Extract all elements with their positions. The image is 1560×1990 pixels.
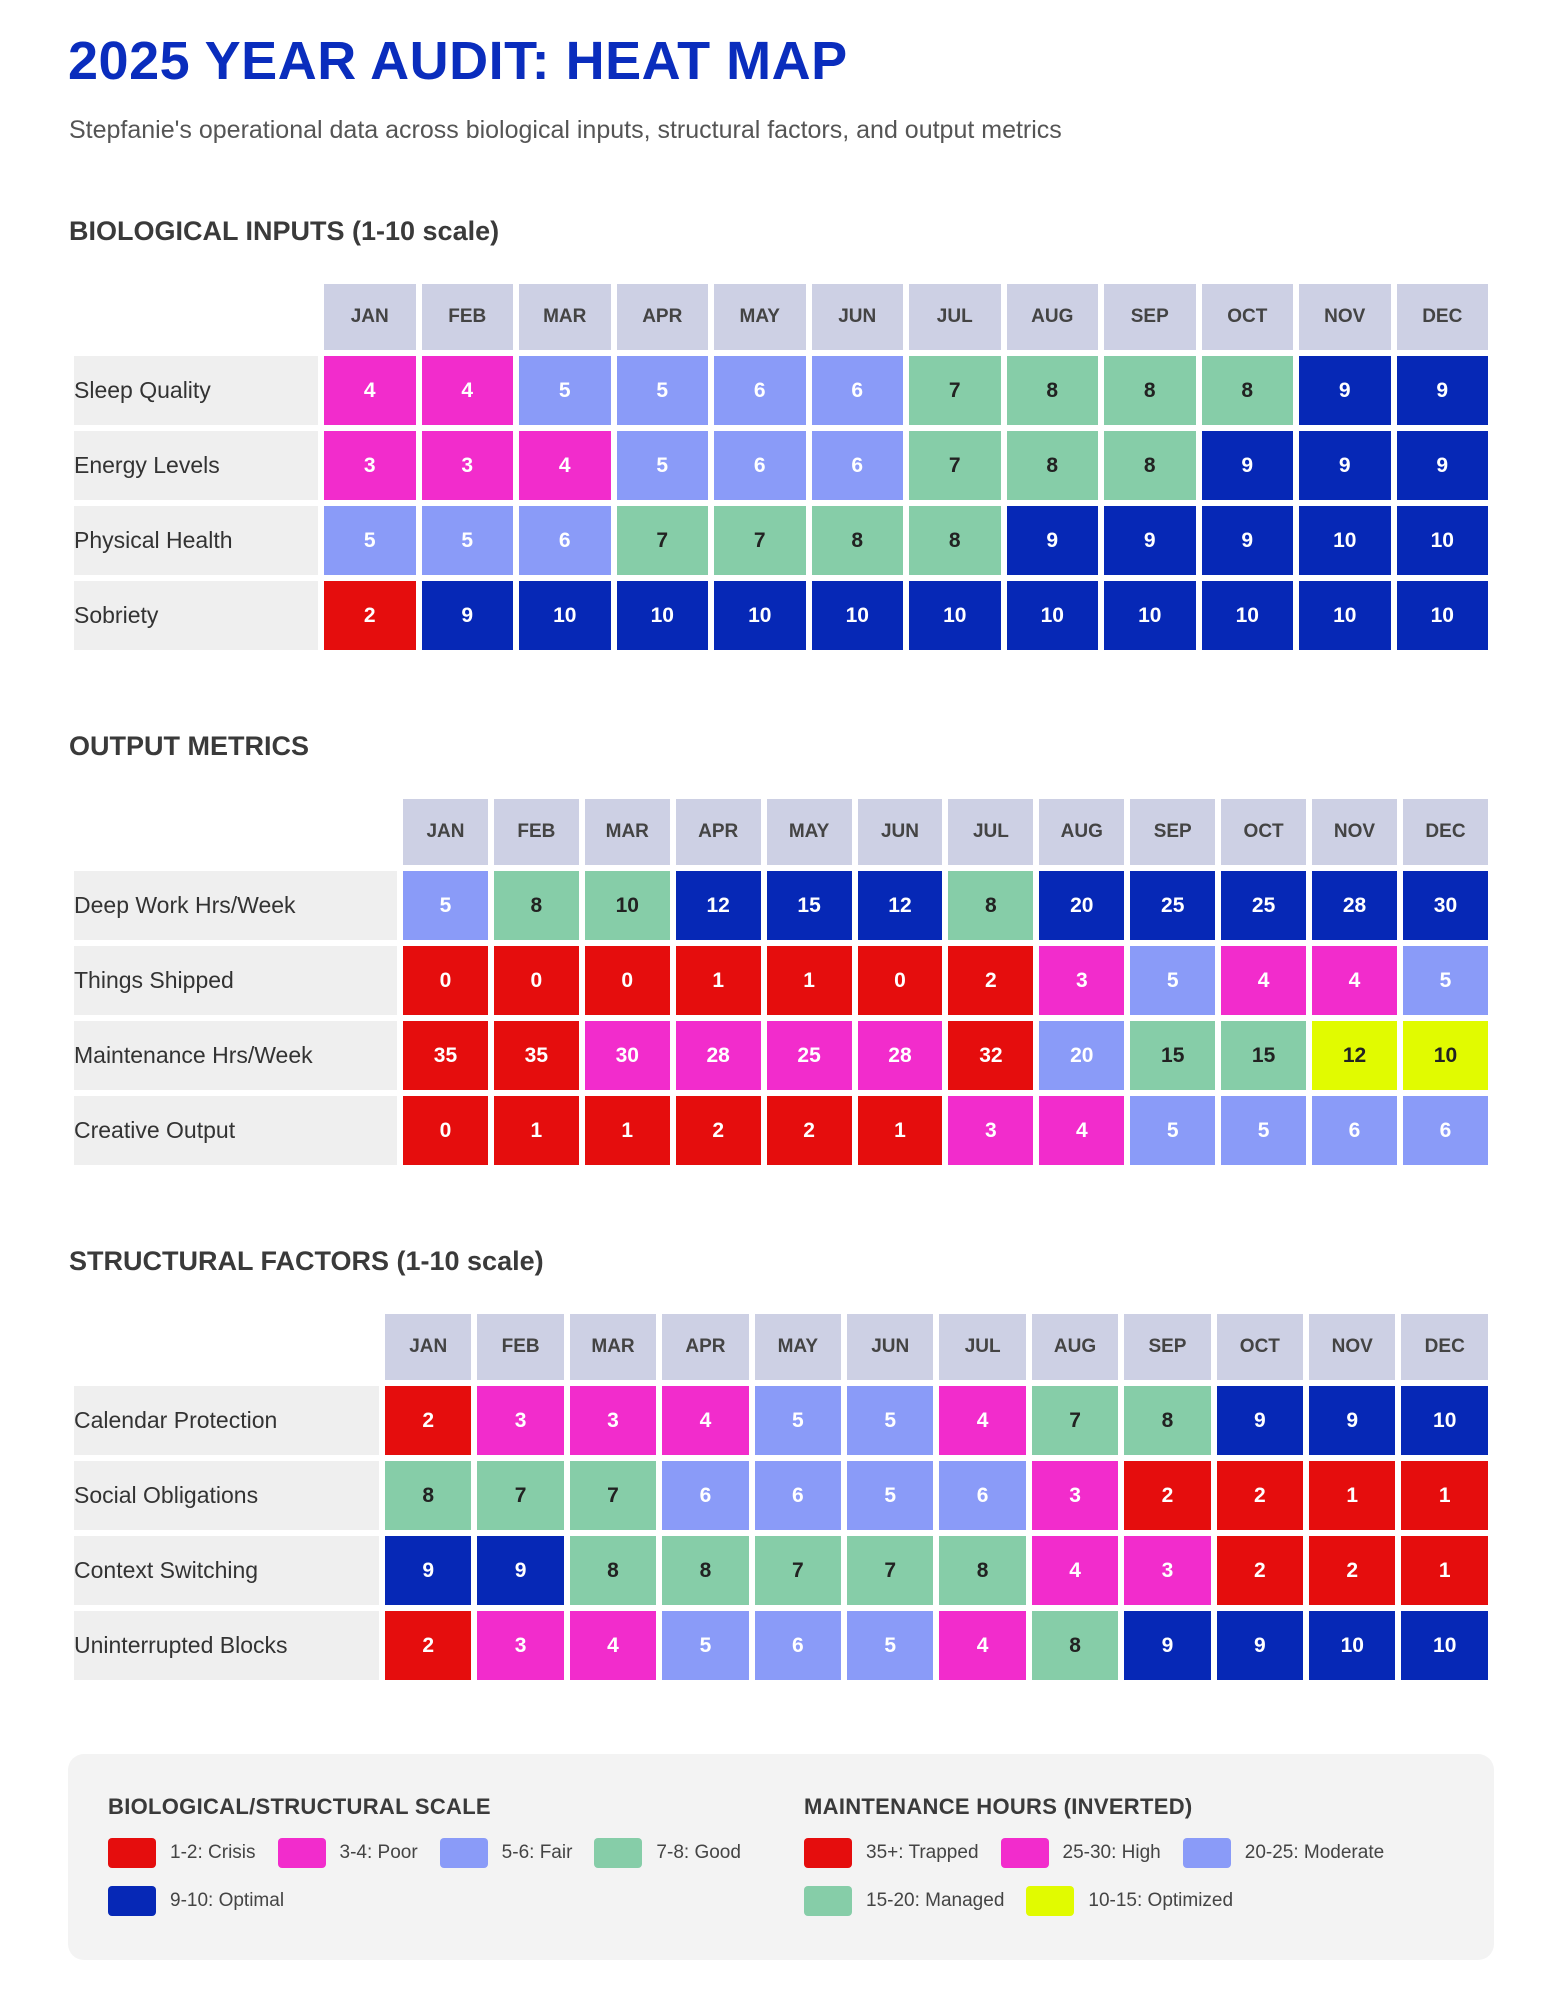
heatmap-cell: 8 [948, 871, 1033, 940]
row-label: Context Switching [74, 1536, 379, 1605]
heatmap-cell: 8 [662, 1536, 748, 1605]
heatmap-cell: 1 [676, 946, 761, 1015]
month-header: SEP [1124, 1314, 1210, 1380]
month-header: DEC [1401, 1314, 1488, 1380]
row-label: Calendar Protection [74, 1386, 379, 1455]
month-header: FEB [422, 284, 514, 350]
legend-swatch [1183, 1838, 1231, 1868]
heatmap-cell: 9 [1299, 431, 1391, 500]
legend-label: 35+: Trapped [866, 1842, 979, 1863]
legend-panel [68, 1754, 1494, 1960]
month-header: AUG [1039, 799, 1124, 865]
heatmap-cell: 5 [324, 506, 416, 575]
heatmap-cell: 9 [1299, 356, 1391, 425]
legend-maintenance [804, 1794, 1464, 1916]
heatmap-cell: 5 [1130, 1096, 1215, 1165]
heatmap-cell: 0 [403, 946, 488, 1015]
heatmap-cell: 2 [676, 1096, 761, 1165]
heatmap-cell: 10 [714, 581, 806, 650]
heatmap-cell: 8 [1104, 356, 1196, 425]
heatmap-cell: 10 [1309, 1611, 1395, 1680]
row-label: Uninterrupted Blocks [74, 1611, 379, 1680]
legend-label: 10-15: Optimized [1088, 1890, 1234, 1911]
heatmap-cell: 2 [385, 1611, 471, 1680]
heatmap-cell: 8 [570, 1536, 656, 1605]
heatmap-cell: 2 [1309, 1536, 1395, 1605]
legend-item [1001, 1838, 1161, 1868]
legend-item [108, 1838, 256, 1868]
biological-inputs-heatmap [68, 278, 1494, 656]
heatmap-cell: 6 [714, 431, 806, 500]
heatmap-cell: 5 [662, 1611, 748, 1680]
heatmap-cell: 12 [858, 871, 943, 940]
heatmap-cell: 2 [1217, 1536, 1303, 1605]
heatmap-cell: 9 [1007, 506, 1099, 575]
heatmap-cell: 5 [422, 506, 514, 575]
heatmap-cell: 25 [1130, 871, 1215, 940]
heatmap-cell: 9 [1397, 431, 1489, 500]
heatmap-cell: 5 [847, 1461, 933, 1530]
heatmap-cell: 10 [1202, 581, 1294, 650]
heatmap-cell: 7 [1032, 1386, 1118, 1455]
heatmap-cell: 10 [1397, 581, 1489, 650]
month-header: JUL [948, 799, 1033, 865]
month-header: DEC [1397, 284, 1489, 350]
heatmap-cell: 10 [909, 581, 1001, 650]
heatmap-cell: 4 [662, 1386, 748, 1455]
heatmap-cell: 10 [519, 581, 611, 650]
heatmap-cell: 4 [324, 356, 416, 425]
month-header: SEP [1104, 284, 1196, 350]
heatmap-cell: 6 [939, 1461, 1025, 1530]
legend-item [278, 1838, 418, 1868]
heatmap-row [74, 356, 1488, 425]
heatmap-cell: 8 [812, 506, 904, 575]
month-header: JUN [858, 799, 943, 865]
legend-swatch [1001, 1838, 1049, 1868]
month-header: APR [676, 799, 761, 865]
heatmap-cell: 8 [1007, 356, 1099, 425]
heatmap-cell: 5 [755, 1386, 841, 1455]
legend-swatch [108, 1838, 156, 1868]
heatmap-cell: 8 [1007, 431, 1099, 500]
heatmap-cell: 9 [1202, 506, 1294, 575]
structural-factors-heatmap [68, 1308, 1494, 1686]
heatmap-cell: 3 [477, 1386, 563, 1455]
heatmap-cell: 5 [617, 356, 709, 425]
heatmap-row [74, 1461, 1488, 1530]
heatmap-cell: 9 [1217, 1611, 1303, 1680]
heatmap-cell: 1 [858, 1096, 943, 1165]
header-corner [74, 799, 397, 865]
page-title: 2025 YEAR AUDIT: HEAT MAP [68, 31, 848, 91]
heatmap-cell: 4 [422, 356, 514, 425]
heatmap-cell: 1 [585, 1096, 670, 1165]
heatmap-cell: 5 [617, 431, 709, 500]
heatmap-cell: 5 [403, 871, 488, 940]
heatmap-cell: 8 [1124, 1386, 1210, 1455]
heatmap-cell: 3 [570, 1386, 656, 1455]
heatmap-cell: 3 [1039, 946, 1124, 1015]
legend-item [108, 1886, 284, 1916]
heatmap-cell: 6 [714, 356, 806, 425]
heatmap-cell: 5 [847, 1386, 933, 1455]
heatmap-cell: 1 [767, 946, 852, 1015]
heatmap-cell: 9 [1397, 356, 1489, 425]
legend-item [1026, 1886, 1233, 1916]
heatmap-cell: 4 [1312, 946, 1397, 1015]
month-header: NOV [1309, 1314, 1395, 1380]
month-header: JAN [403, 799, 488, 865]
heatmap-cell: 2 [1217, 1461, 1303, 1530]
legend-items [108, 1838, 768, 1916]
month-header: NOV [1299, 284, 1391, 350]
heatmap-cell: 10 [1403, 1021, 1488, 1090]
heatmap-cell: 3 [948, 1096, 1033, 1165]
heatmap-cell: 6 [755, 1611, 841, 1680]
month-header: AUG [1032, 1314, 1118, 1380]
month-header: OCT [1202, 284, 1294, 350]
legend-swatch [108, 1886, 156, 1916]
heatmap-cell: 1 [1401, 1461, 1488, 1530]
heatmap-cell: 4 [939, 1611, 1025, 1680]
heatmap-cell: 10 [1397, 506, 1489, 575]
heatmap-cell: 6 [755, 1461, 841, 1530]
legend-label: 1-2: Crisis [170, 1842, 256, 1863]
heatmap-cell: 2 [385, 1386, 471, 1455]
page-subtitle: Stepfanie's operational data across biological inputs, structural factors, and output metrics [69, 116, 1062, 144]
heatmap-cell: 10 [1299, 581, 1391, 650]
legend-swatch [594, 1838, 642, 1868]
heatmap-cell: 10 [585, 871, 670, 940]
month-header: SEP [1130, 799, 1215, 865]
heatmap-cell: 20 [1039, 871, 1124, 940]
heatmap-cell: 12 [1312, 1021, 1397, 1090]
heatmap-cell: 15 [1221, 1021, 1306, 1090]
heatmap-cell: 1 [1309, 1461, 1395, 1530]
heatmap-cell: 0 [585, 946, 670, 1015]
heatmap-cell: 7 [909, 431, 1001, 500]
heatmap-row [74, 506, 1488, 575]
heatmap-cell: 0 [403, 1096, 488, 1165]
row-label: Things Shipped [74, 946, 397, 1015]
month-header: MAY [767, 799, 852, 865]
heatmap-cell: 28 [1312, 871, 1397, 940]
month-header: MAR [570, 1314, 656, 1380]
legend-label: 3-4: Poor [339, 1842, 418, 1863]
heatmap-cell: 6 [662, 1461, 748, 1530]
heatmap-row [74, 1021, 1488, 1090]
heatmap-cell: 0 [494, 946, 579, 1015]
legend-item [440, 1838, 573, 1868]
heatmap-cell: 25 [767, 1021, 852, 1090]
heatmap-row [74, 946, 1488, 1015]
heatmap-cell: 5 [519, 356, 611, 425]
heatmap-cell: 5 [1221, 1096, 1306, 1165]
heatmap-cell: 15 [767, 871, 852, 940]
heatmap-cell: 28 [858, 1021, 943, 1090]
heatmap-cell: 35 [494, 1021, 579, 1090]
legend-label: 7-8: Good [656, 1842, 741, 1863]
heatmap-cell: 9 [1217, 1386, 1303, 1455]
heatmap-cell: 8 [1104, 431, 1196, 500]
row-label: Deep Work Hrs/Week [74, 871, 397, 940]
legend-label: 9-10: Optimal [170, 1890, 285, 1911]
legend-label: 15-20: Managed [866, 1890, 1005, 1911]
heatmap-row [74, 871, 1488, 940]
heatmap-cell: 8 [909, 506, 1001, 575]
heatmap-cell: 3 [422, 431, 514, 500]
heatmap-cell: 8 [1202, 356, 1294, 425]
legend-bio [108, 1794, 768, 1916]
month-header: MAY [714, 284, 806, 350]
heatmap-cell: 6 [812, 431, 904, 500]
heatmap-cell: 28 [676, 1021, 761, 1090]
heatmap-cell: 32 [948, 1021, 1033, 1090]
heatmap-cell: 1 [1401, 1536, 1488, 1605]
heatmap-cell: 5 [1130, 946, 1215, 1015]
heatmap-cell: 9 [1104, 506, 1196, 575]
heatmap-cell: 3 [1032, 1461, 1118, 1530]
row-label: Social Obligations [74, 1461, 379, 1530]
row-label: Maintenance Hrs/Week [74, 1021, 397, 1090]
heatmap-row [74, 431, 1488, 500]
heatmap-cell: 4 [1039, 1096, 1124, 1165]
heatmap-cell: 4 [519, 431, 611, 500]
heatmap-row [74, 1536, 1488, 1605]
heatmap-cell: 8 [385, 1461, 471, 1530]
heatmap-cell: 1 [494, 1096, 579, 1165]
heatmap-cell: 9 [477, 1536, 563, 1605]
heatmap-cell: 12 [676, 871, 761, 940]
heatmap-row [74, 1096, 1488, 1165]
heatmap-cell: 2 [1124, 1461, 1210, 1530]
month-header: FEB [494, 799, 579, 865]
month-header: MAR [585, 799, 670, 865]
month-header: MAR [519, 284, 611, 350]
row-label: Sleep Quality [74, 356, 318, 425]
month-header: APR [662, 1314, 748, 1380]
heatmap-cell: 4 [570, 1611, 656, 1680]
heatmap-cell: 7 [714, 506, 806, 575]
heatmap-row [74, 1611, 1488, 1680]
heatmap-cell: 10 [1104, 581, 1196, 650]
legend-swatch [804, 1838, 852, 1868]
heatmap-cell: 10 [617, 581, 709, 650]
heatmap-cell: 6 [519, 506, 611, 575]
heatmap-cell: 10 [812, 581, 904, 650]
month-header: JUL [909, 284, 1001, 350]
heatmap-cell: 3 [1124, 1536, 1210, 1605]
month-header: APR [617, 284, 709, 350]
heatmap-row [74, 1386, 1488, 1455]
heatmap-cell: 6 [1403, 1096, 1488, 1165]
heatmap-cell: 10 [1007, 581, 1099, 650]
heatmap-cell: 5 [847, 1611, 933, 1680]
heatmap-cell: 20 [1039, 1021, 1124, 1090]
heatmap-cell: 30 [1403, 871, 1488, 940]
heatmap-cell: 7 [477, 1461, 563, 1530]
heatmap-cell: 9 [422, 581, 514, 650]
legend-item [804, 1838, 979, 1868]
heatmap-cell: 25 [1221, 871, 1306, 940]
heatmap-cell: 9 [1124, 1611, 1210, 1680]
legend-item [1183, 1838, 1384, 1868]
heatmap-cell: 7 [617, 506, 709, 575]
month-header: DEC [1403, 799, 1488, 865]
legend-swatch [1026, 1886, 1074, 1916]
row-label: Creative Output [74, 1096, 397, 1165]
legend-label: 25-30: High [1062, 1842, 1161, 1863]
heatmap-cell: 8 [939, 1536, 1025, 1605]
legend-item [804, 1886, 1004, 1916]
heatmap-cell: 3 [477, 1611, 563, 1680]
output-metrics-heatmap [68, 793, 1494, 1171]
legend-swatch [440, 1838, 488, 1868]
heatmap-cell: 8 [1032, 1611, 1118, 1680]
legend-label: 5-6: Fair [501, 1842, 573, 1863]
legend-title: BIOLOGICAL/STRUCTURAL SCALE [108, 1794, 491, 1819]
month-header: JUN [812, 284, 904, 350]
heatmap-cell: 6 [812, 356, 904, 425]
heatmap-cell: 9 [1202, 431, 1294, 500]
header-corner [74, 284, 318, 350]
legend-label: 20-25: Moderate [1244, 1842, 1385, 1863]
heatmap-row [74, 581, 1488, 650]
heatmap-cell: 4 [939, 1386, 1025, 1455]
heatmap-cell: 2 [324, 581, 416, 650]
heatmap-cell: 2 [767, 1096, 852, 1165]
row-label: Physical Health [74, 506, 318, 575]
month-header: JAN [385, 1314, 471, 1380]
heatmap-cell: 35 [403, 1021, 488, 1090]
heatmap-cell: 7 [570, 1461, 656, 1530]
legend-items [804, 1838, 1464, 1916]
row-label: Energy Levels [74, 431, 318, 500]
month-header: JAN [324, 284, 416, 350]
heatmap-cell: 8 [494, 871, 579, 940]
heatmap-cell: 10 [1401, 1611, 1488, 1680]
legend-item [594, 1838, 741, 1868]
section-title: STRUCTURAL FACTORS (1-10 scale) [69, 1246, 544, 1276]
heatmap-cell: 4 [1221, 946, 1306, 1015]
legend-swatch [278, 1838, 326, 1868]
heatmap-cell: 10 [1299, 506, 1391, 575]
heatmap-cell: 2 [948, 946, 1033, 1015]
month-header: AUG [1007, 284, 1099, 350]
heatmap-cell: 5 [1403, 946, 1488, 1015]
legend-title: MAINTENANCE HOURS (INVERTED) [804, 1794, 1193, 1819]
heatmap-cell: 15 [1130, 1021, 1215, 1090]
month-header: JUL [939, 1314, 1025, 1380]
section-title: BIOLOGICAL INPUTS (1-10 scale) [69, 216, 500, 246]
heatmap-cell: 10 [1401, 1386, 1488, 1455]
heatmap-cell: 7 [909, 356, 1001, 425]
heatmap-cell: 6 [1312, 1096, 1397, 1165]
header-corner [74, 1314, 379, 1380]
heatmap-cell: 7 [847, 1536, 933, 1605]
month-header: OCT [1217, 1314, 1303, 1380]
row-label: Sobriety [74, 581, 318, 650]
month-header: FEB [477, 1314, 563, 1380]
heatmap-cell: 4 [1032, 1536, 1118, 1605]
heatmap-cell: 0 [858, 946, 943, 1015]
heatmap-cell: 9 [385, 1536, 471, 1605]
legend-swatch [804, 1886, 852, 1916]
heatmap-cell: 9 [1309, 1386, 1395, 1455]
month-header: NOV [1312, 799, 1397, 865]
heatmap-cell: 3 [324, 431, 416, 500]
section-title: OUTPUT METRICS [69, 731, 309, 761]
month-header: MAY [755, 1314, 841, 1380]
heatmap-cell: 7 [755, 1536, 841, 1605]
heatmap-cell: 30 [585, 1021, 670, 1090]
month-header: OCT [1221, 799, 1306, 865]
month-header: JUN [847, 1314, 933, 1380]
